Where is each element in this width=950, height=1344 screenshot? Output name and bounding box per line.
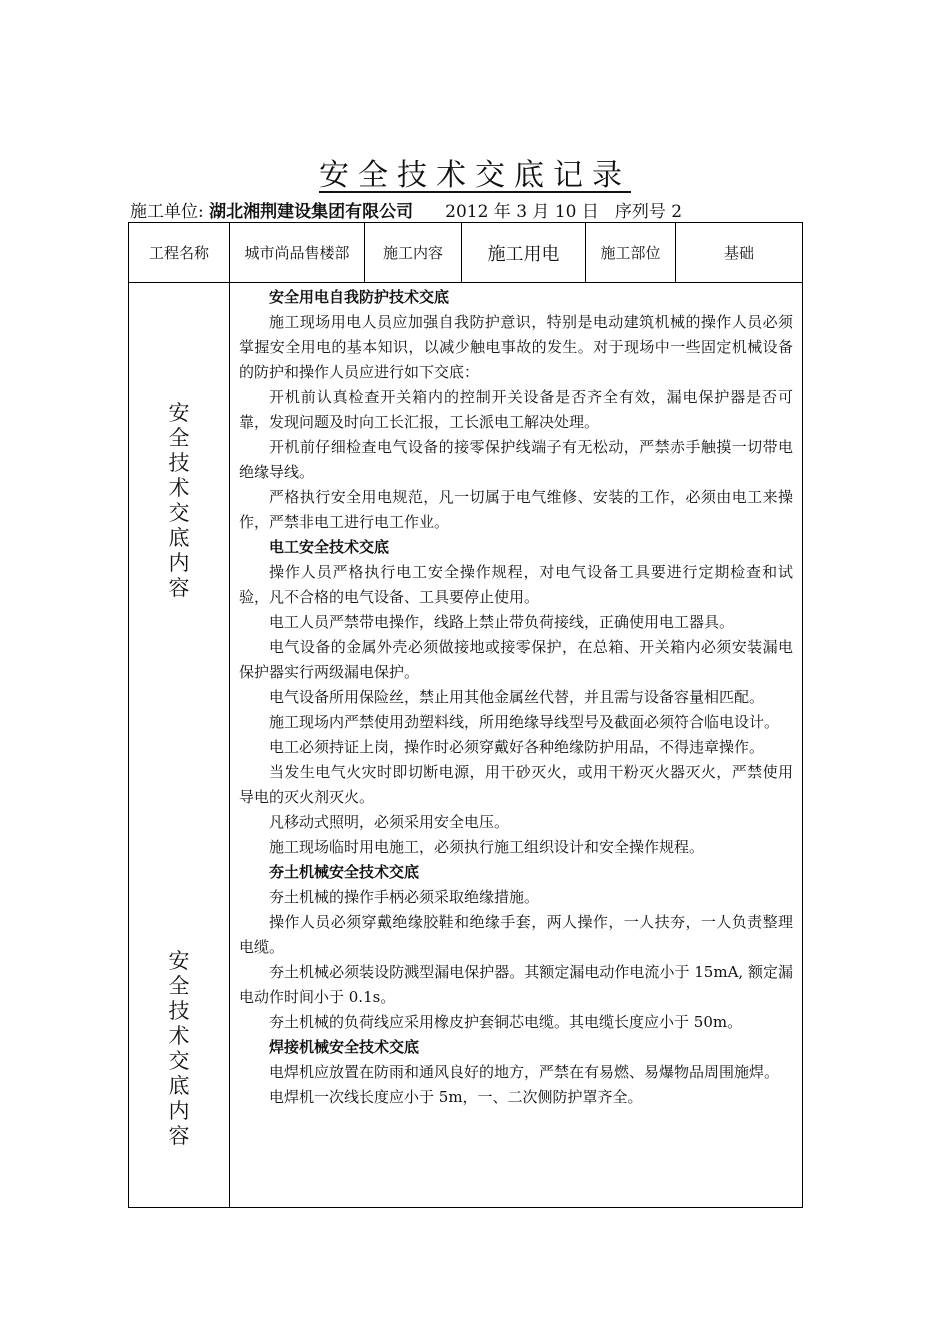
paragraph: 电工必须持证上岗，操作时必须穿戴好各种绝缘防护用品，不得违章操作。 (269, 738, 765, 756)
serial-number: 序列号 2 (614, 202, 683, 222)
section-heading: 焊接机械安全技术交底 (269, 1038, 420, 1056)
label-char: 内 (168, 551, 190, 575)
label-char: 内 (168, 1099, 190, 1123)
project-name-value: 城市尚品售楼部 (230, 223, 365, 283)
paragraph: 严格执行安全用电规范，凡一切属于电气维修、安装的工作，必须由电工来操作，严禁非电工进行电工作业。 (239, 488, 793, 531)
label-char: 安 (168, 949, 190, 973)
project-name-label: 工程名称 (129, 223, 230, 283)
paragraph: 电气设备所用保险丝，禁止用其他金属丝代替，并且需与设备容量相匹配。 (269, 688, 765, 706)
paragraph: 电焊机一次线长度应小于 5m，一、二次侧防护罩齐全。 (269, 1088, 643, 1106)
label-char: 底 (168, 526, 190, 550)
paragraph: 施工现场用电人员应加强自我防护意识，特别是电动建筑机械的操作人员必须掌握安全用电的基本知识，以减少触电事故的发生。对于现场中一些固定机械设备的防护和操作人员应进行如下交底： (239, 313, 793, 381)
record-date: 2012 年 3 月 10 日 (445, 202, 599, 222)
paragraph: 夯土机械的负荷线应采用橡皮护套铜芯电缆。其电缆长度应小于 50m。 (269, 1013, 743, 1031)
document-title: 安全技术交底记录 (319, 158, 631, 193)
section-heading: 电工安全技术交底 (269, 538, 390, 556)
paragraph: 夯土机械必须装设防溅型漏电保护器。其额定漏电动作电流小于 15mA, 额定漏电动作时间小于 0.1s。 (239, 963, 793, 1006)
work-location-label: 施工部位 (586, 223, 676, 283)
paragraph: 夯土机械的操作手柄必须采取绝缘措施。 (269, 888, 540, 906)
paragraph: 开机前仔细检查电气设备的接零保护线端子有无松动，严禁赤手触摸一切带电绝缘导线。 (239, 438, 793, 481)
work-content-label: 施工内容 (365, 223, 462, 283)
paragraph: 开机前认真检查开关箱内的控制开关设备是否齐全有效，漏电保护器是否可靠，发现问题及时向工长汇报，工长派电工解决处理。 (239, 388, 793, 431)
label-char: 技 (168, 999, 190, 1023)
unit-value: 湖北湘荆建设集团有限公司 (209, 202, 414, 222)
label-char: 交 (168, 1049, 190, 1073)
label-char: 安 (168, 401, 190, 425)
paragraph: 凡移动式照明，必须采用安全电压。 (269, 813, 510, 831)
meta-line (130, 197, 830, 222)
record-table (128, 222, 803, 1208)
label-char: 术 (168, 476, 190, 500)
label-char: 交 (168, 501, 190, 525)
paragraph: 施工现场临时用电施工，必须执行施工组织设计和安全操作规程。 (269, 838, 705, 856)
label-char: 术 (168, 1024, 190, 1048)
paragraph: 电焊机应放置在防雨和通风良好的地方，严禁在有易燃、易爆物品周围施焊。 (269, 1063, 780, 1081)
work-location-value: 基础 (676, 223, 803, 283)
label-char: 技 (168, 451, 190, 475)
vertical-label-bottom (129, 949, 229, 1149)
label-char: 全 (168, 426, 190, 450)
paragraph: 操作人员必须穿戴绝缘胶鞋和绝缘手套，两人操作，一人扶夯，一人负责整理电缆。 (239, 913, 793, 956)
paragraph: 施工现场内严禁使用劲塑料线，所用绝缘导线型号及截面必须符合临电设计。 (269, 713, 780, 731)
paragraph: 电工人员严禁带电操作，线路上禁止带负荷接线，正确使用电工器具。 (269, 613, 735, 631)
label-char: 容 (168, 1124, 190, 1148)
section-heading: 夯土机械安全技术交底 (269, 863, 420, 881)
label-char: 全 (168, 974, 190, 998)
label-char: 底 (168, 1074, 190, 1098)
paragraph: 操作人员严格执行电工安全操作规程，对电气设备工具要进行定期检查和试验，凡不合格的电气设备、工具要停止使用。 (239, 563, 793, 606)
unit-label: 施工单位: (130, 202, 204, 222)
paragraph: 电气设备的金属外壳必须做接地或接零保护，在总箱、开关箱内必须安装漏电保护器实行两级漏电保护。 (239, 638, 793, 681)
section-heading: 安全用电自我防护技术交底 (269, 288, 450, 306)
paragraph: 当发生电气火灾时即切断电源，用干砂灭火，或用干粉灭火器灭火，严禁使用导电的灭火剂灭火。 (239, 763, 793, 806)
disclosure-content (230, 283, 803, 1208)
work-content-value: 施工用电 (462, 223, 586, 283)
side-label-cell (129, 283, 230, 1208)
label-char: 容 (168, 576, 190, 600)
content-row (129, 283, 803, 1208)
header-row (129, 223, 803, 283)
vertical-label-top (129, 401, 229, 601)
